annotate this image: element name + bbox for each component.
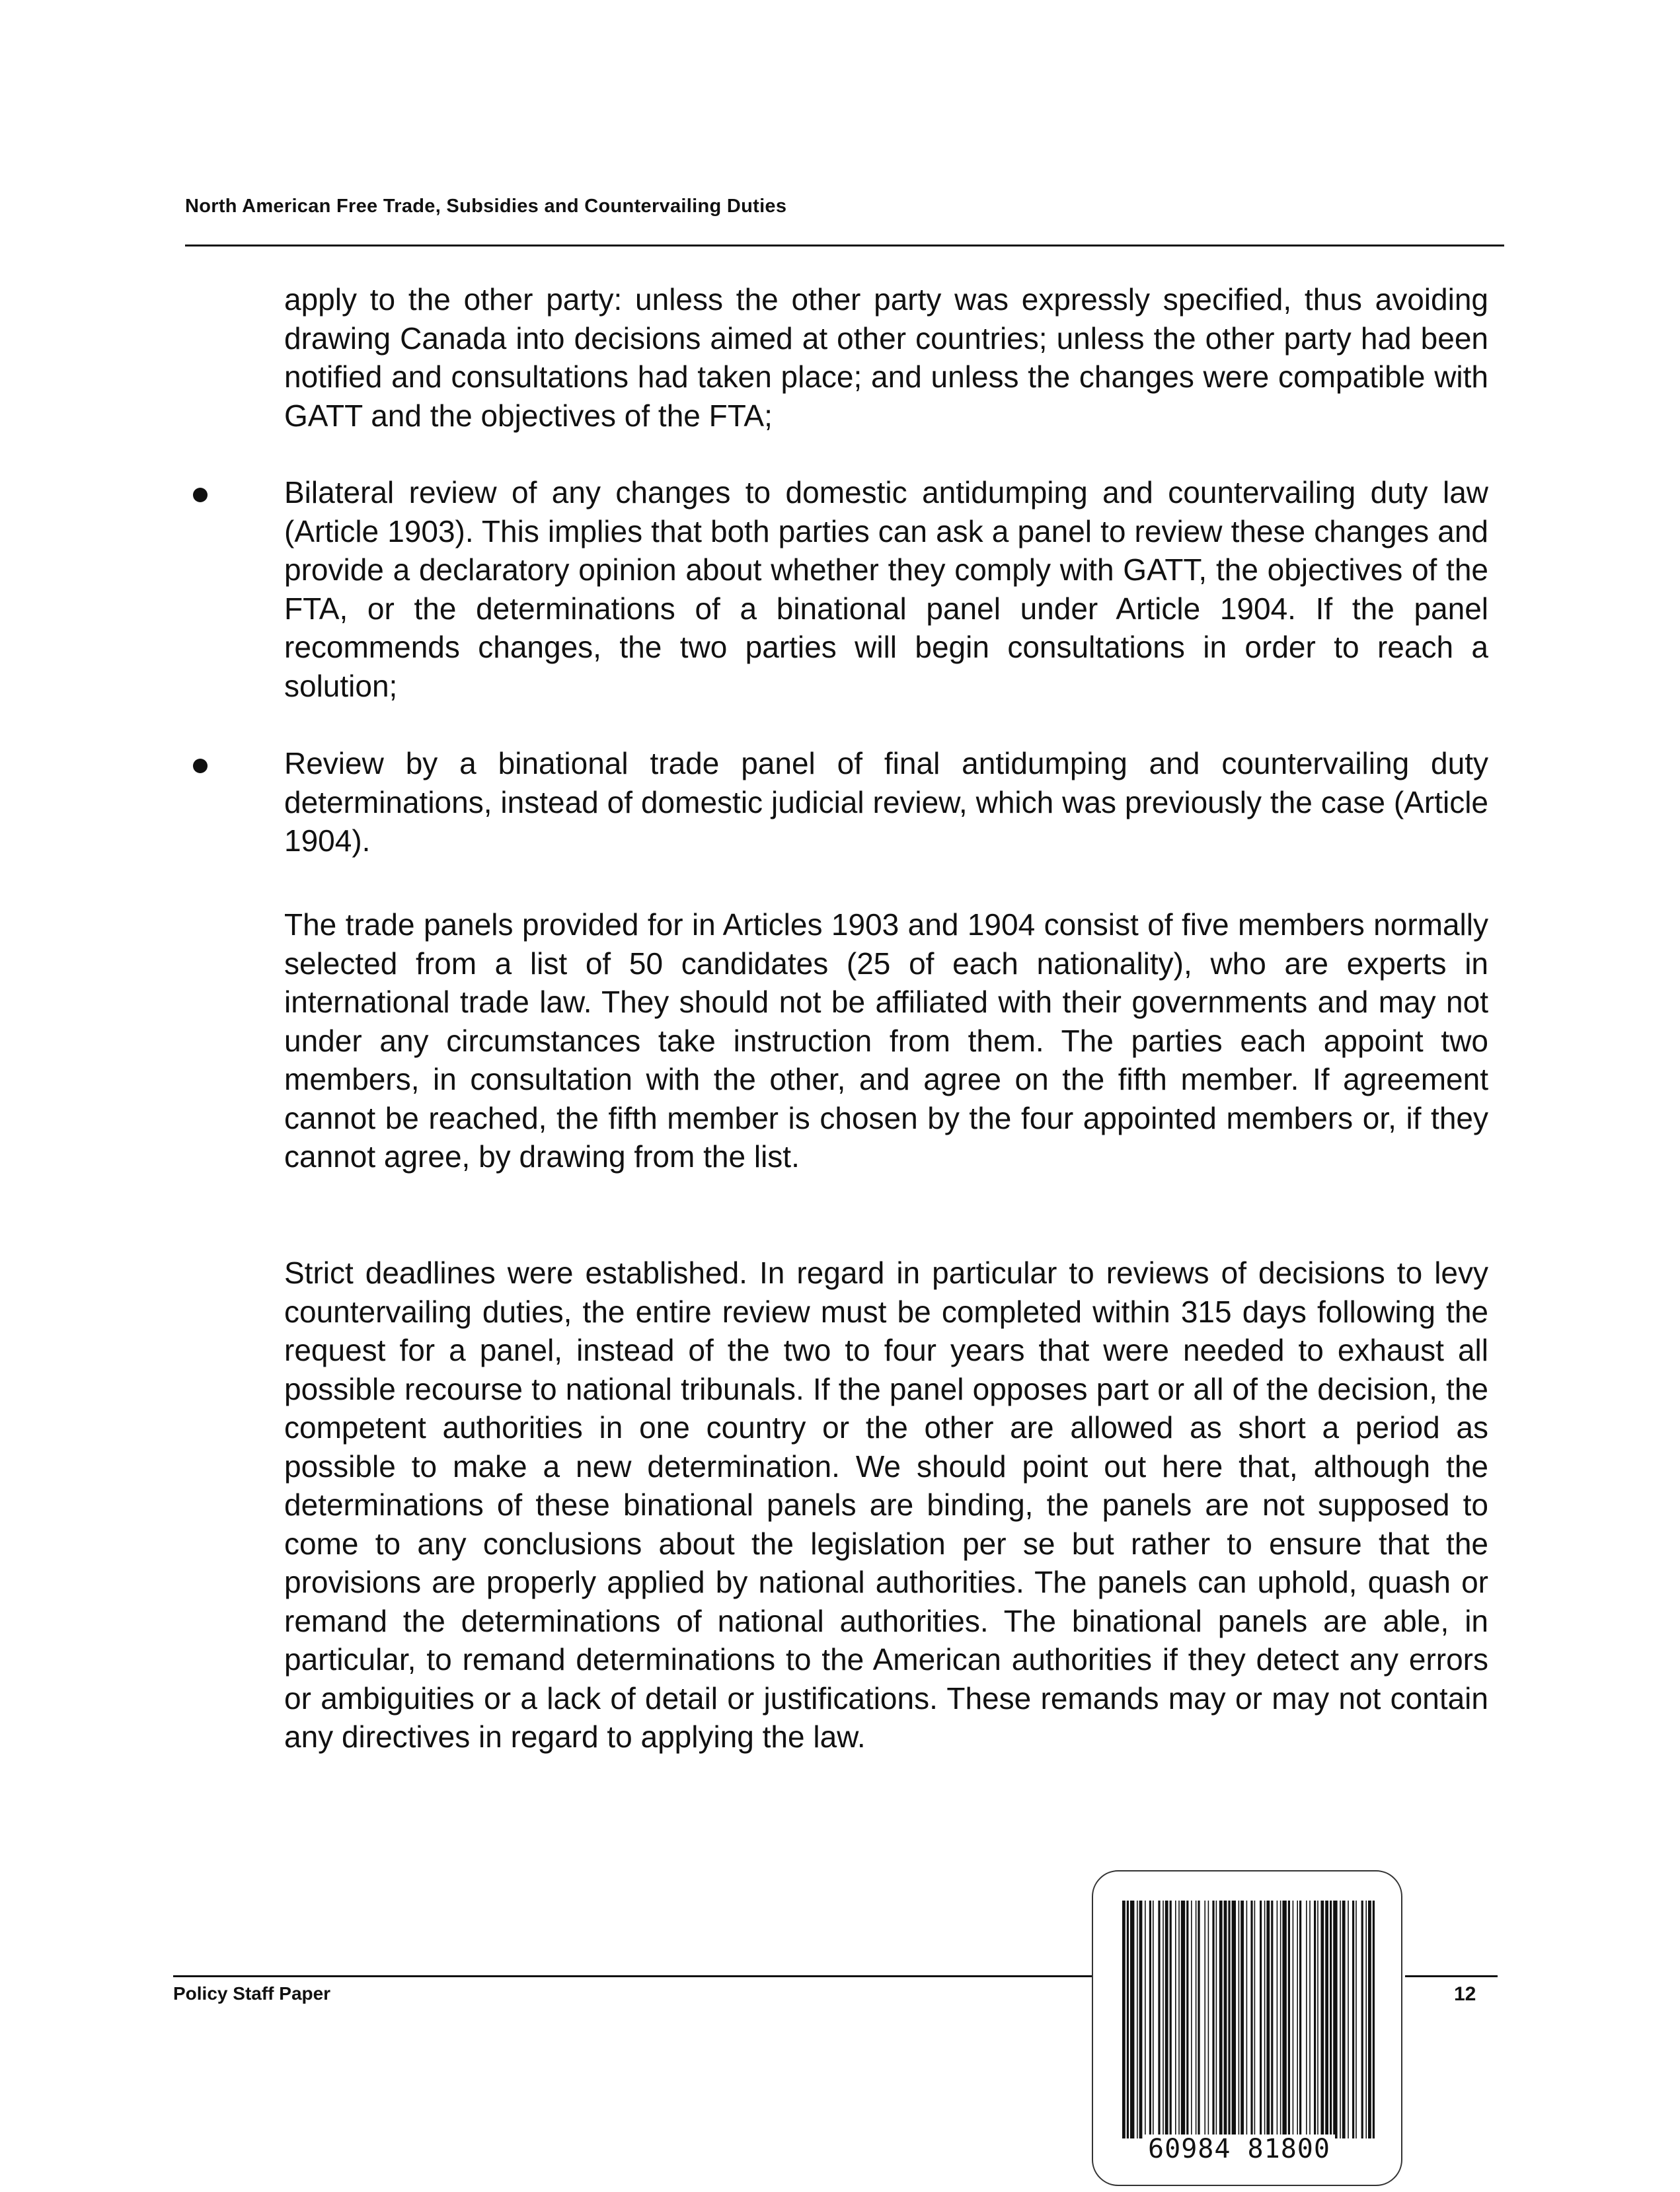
bullet-marker-2 <box>193 759 208 773</box>
page-number: 12 <box>1454 1983 1476 2005</box>
paragraph-continuation: apply to the other party: unless the other party was expressly specified, thus avoiding drawing Canada into decisions aimed at other countries; unless the other party had been notified and consultations had taken place; and unless the changes were compatible with GATT and the objectives of the FTA; <box>284 282 1488 433</box>
bullet-item-bilateral-review: Bilateral review of any changes to domestic antidumping and countervailing duty law (Article 1903). This implies that both parties can ask a panel to review these changes and provide a declaratory opinion about whether they comply with GATT, the objectives of the FTA, or the determinations of a binational panel under Article 1904. If the panel recommends changes, the two parties will begin consultations in order to reach a solution; <box>284 475 1488 703</box>
footer-divider-right <box>1405 1975 1498 1977</box>
footer-divider-left <box>173 1975 1092 1977</box>
bullet-item-binational-panel: Review by a binational trade panel of final antidumping and countervailing duty determinations, instead of domestic judicial review, which was previously the case (Article 1904). <box>284 746 1488 858</box>
footer-publication-label: Policy Staff Paper <box>173 1983 331 2004</box>
barcode-icon <box>1117 1901 1381 2138</box>
barcode-number: 60984 81800 <box>1143 2135 1335 2164</box>
paragraph-trade-panels: The trade panels provided for in Articles 1903 and 1904 consist of five members normally selected from a list of 50 candidates (25 of each nationality), who are experts in international trade law. They should not be affiliated with their governments and may not under any circumstances take instruction from them. The parties each appoint two members, in consultation with the other, and agree on the fifth member. If agreement cannot be reached, the fifth member is chosen by the four appointed members or, if they cannot agree, by drawing from the list. <box>284 907 1488 1174</box>
running-header-title: North American Free Trade, Subsidies and Countervailing Duties <box>185 196 787 217</box>
bullet-marker-1 <box>193 488 208 502</box>
paragraph-strict-deadlines: Strict deadlines were established. In regard in particular to reviews of decisions to levy countervailing duties, the entire review must be completed within 315 days following the request for a panel, instead of the two to four years that were needed to exhaust all possible recourse to national tribunals. If the panel opposes part or all of the decision, the competent authorities in one country or the other are allowed as short a period as possible to make a new determination. We should point out here that, although the determinations of these binational panels are binding, the panels are not supposed to come to any conclusions about the legislation per se but rather to ensure that the provisions are properly applied by national authorities. The panels can uphold, quash or remand the determinations of national authorities. The binational panels are able, in particular, to remand determinations to the American authorities if they detect any errors or ambiguities or a lack of detail or justifications. These remands may or may not contain any directives in regard to applying the law. <box>284 1256 1488 1754</box>
header-divider <box>185 245 1504 246</box>
